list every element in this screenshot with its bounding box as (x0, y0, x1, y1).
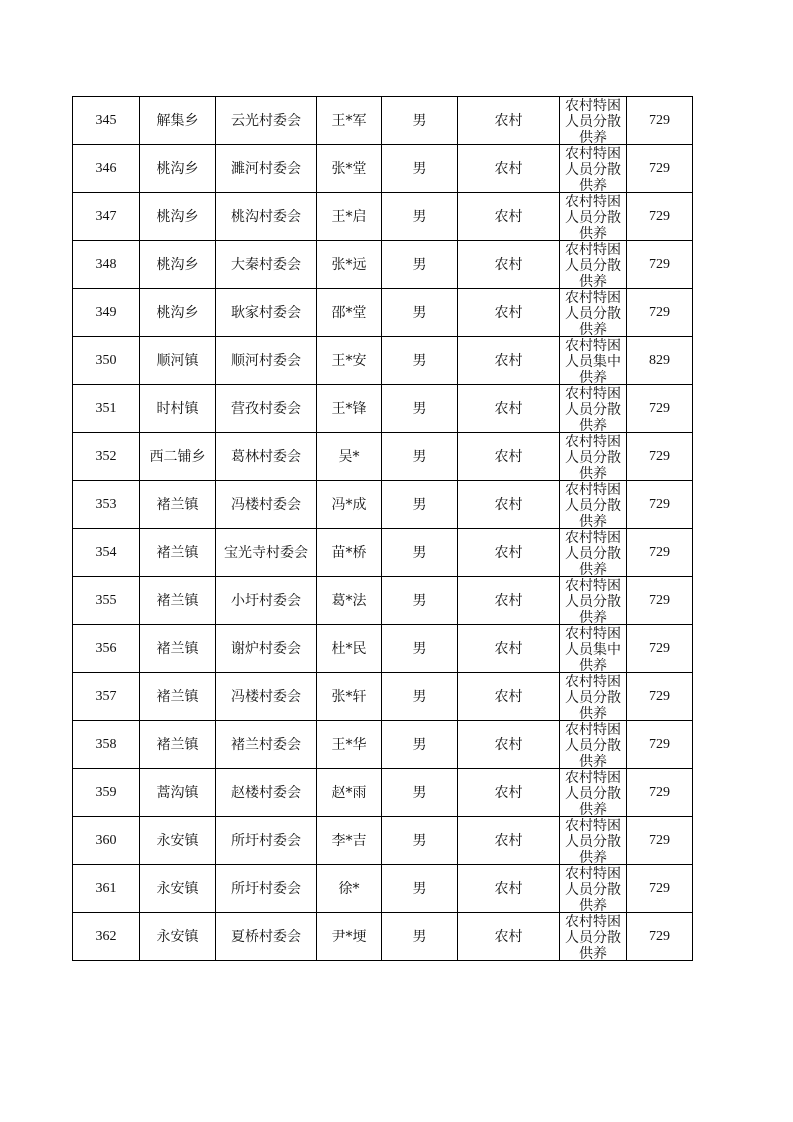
village-committee-cell: 冯楼村委会 (216, 673, 317, 721)
row-number-cell: 352 (73, 433, 140, 481)
support-type-text (561, 482, 625, 528)
support-type-label: 农村特困人员分散供养 (565, 913, 621, 960)
area-type-cell: 农村 (458, 625, 560, 673)
row-number-cell: 362 (73, 913, 140, 961)
gender-cell: 男 (382, 721, 458, 769)
support-type-text (561, 674, 625, 720)
support-type-label: 农村特困人员集中供养 (565, 625, 621, 672)
table-row (73, 481, 693, 529)
township-cell: 永安镇 (140, 817, 216, 865)
support-type-label: 农村特困人员分散供养 (565, 481, 621, 528)
support-type-cell (560, 433, 627, 481)
village-committee-cell: 谢炉村委会 (216, 625, 317, 673)
amount-cell: 729 (627, 577, 693, 625)
table-row (73, 337, 693, 385)
row-number-cell: 347 (73, 193, 140, 241)
support-type-cell (560, 721, 627, 769)
area-type-cell: 农村 (458, 289, 560, 337)
person-name-cell: 杜*民 (317, 625, 382, 673)
amount-cell: 729 (627, 913, 693, 961)
support-type-label: 农村特困人员分散供养 (565, 385, 621, 432)
support-type-cell (560, 529, 627, 577)
support-type-cell (560, 577, 627, 625)
support-type-text (561, 290, 625, 336)
support-type-cell (560, 241, 627, 289)
area-type-cell: 农村 (458, 433, 560, 481)
area-type-cell: 农村 (458, 817, 560, 865)
gender-cell: 男 (382, 337, 458, 385)
support-type-text (561, 818, 625, 864)
support-type-cell (560, 817, 627, 865)
support-type-text (561, 914, 625, 960)
area-type-cell: 农村 (458, 769, 560, 817)
township-cell: 褚兰镇 (140, 625, 216, 673)
amount-cell: 829 (627, 337, 693, 385)
support-type-text (561, 386, 625, 432)
support-type-cell (560, 193, 627, 241)
support-type-cell (560, 337, 627, 385)
table-body (73, 97, 693, 961)
table-row (73, 721, 693, 769)
recipient-table (72, 96, 693, 961)
row-number-cell: 348 (73, 241, 140, 289)
support-type-label: 农村特困人员分散供养 (565, 145, 621, 192)
gender-cell: 男 (382, 145, 458, 193)
support-type-label: 农村特困人员分散供养 (565, 529, 621, 576)
support-type-label: 农村特困人员分散供养 (565, 289, 621, 336)
table-row (73, 241, 693, 289)
area-type-cell: 农村 (458, 673, 560, 721)
support-type-cell (560, 385, 627, 433)
amount-cell: 729 (627, 433, 693, 481)
row-number-cell: 345 (73, 97, 140, 145)
table-row (73, 769, 693, 817)
gender-cell: 男 (382, 913, 458, 961)
township-cell: 褚兰镇 (140, 481, 216, 529)
table-row (73, 433, 693, 481)
gender-cell: 男 (382, 769, 458, 817)
township-cell: 褚兰镇 (140, 673, 216, 721)
support-type-label: 农村特困人员分散供养 (565, 241, 621, 288)
table-row (73, 385, 693, 433)
person-name-cell: 张*远 (317, 241, 382, 289)
support-type-text (561, 578, 625, 624)
village-committee-cell: 小圩村委会 (216, 577, 317, 625)
township-cell: 蒿沟镇 (140, 769, 216, 817)
area-type-cell: 农村 (458, 865, 560, 913)
table-row (73, 913, 693, 961)
support-type-text (561, 242, 625, 288)
village-committee-cell: 濉河村委会 (216, 145, 317, 193)
amount-cell: 729 (627, 769, 693, 817)
support-type-cell (560, 769, 627, 817)
table-row (73, 289, 693, 337)
person-name-cell: 王*华 (317, 721, 382, 769)
amount-cell: 729 (627, 193, 693, 241)
area-type-cell: 农村 (458, 193, 560, 241)
gender-cell: 男 (382, 865, 458, 913)
village-committee-cell: 云光村委会 (216, 97, 317, 145)
area-type-cell: 农村 (458, 145, 560, 193)
village-committee-cell: 顺河村委会 (216, 337, 317, 385)
amount-cell: 729 (627, 625, 693, 673)
area-type-cell: 农村 (458, 337, 560, 385)
amount-cell: 729 (627, 241, 693, 289)
row-number-cell: 353 (73, 481, 140, 529)
village-committee-cell: 所圩村委会 (216, 817, 317, 865)
township-cell: 永安镇 (140, 865, 216, 913)
table-row (73, 625, 693, 673)
village-committee-cell: 冯楼村委会 (216, 481, 317, 529)
village-committee-cell: 桃沟村委会 (216, 193, 317, 241)
support-type-label: 农村特困人员分散供养 (565, 817, 621, 864)
support-type-label: 农村特困人员分散供养 (565, 721, 621, 768)
township-cell: 桃沟乡 (140, 241, 216, 289)
village-committee-cell: 褚兰村委会 (216, 721, 317, 769)
row-number-cell: 359 (73, 769, 140, 817)
person-name-cell: 徐* (317, 865, 382, 913)
township-cell: 桃沟乡 (140, 289, 216, 337)
area-type-cell: 农村 (458, 529, 560, 577)
township-cell: 永安镇 (140, 913, 216, 961)
support-type-cell (560, 481, 627, 529)
support-type-cell (560, 625, 627, 673)
township-cell: 褚兰镇 (140, 577, 216, 625)
person-name-cell: 王*安 (317, 337, 382, 385)
gender-cell: 男 (382, 577, 458, 625)
amount-cell: 729 (627, 289, 693, 337)
area-type-cell: 农村 (458, 721, 560, 769)
amount-cell: 729 (627, 529, 693, 577)
township-cell: 桃沟乡 (140, 193, 216, 241)
village-committee-cell: 葛林村委会 (216, 433, 317, 481)
amount-cell: 729 (627, 721, 693, 769)
row-number-cell: 354 (73, 529, 140, 577)
table-row (73, 529, 693, 577)
village-committee-cell: 宝光寺村委会 (216, 529, 317, 577)
area-type-cell: 农村 (458, 577, 560, 625)
gender-cell: 男 (382, 385, 458, 433)
township-cell: 时村镇 (140, 385, 216, 433)
person-name-cell: 苗*桥 (317, 529, 382, 577)
area-type-cell: 农村 (458, 913, 560, 961)
gender-cell: 男 (382, 289, 458, 337)
area-type-cell: 农村 (458, 385, 560, 433)
village-committee-cell: 大秦村委会 (216, 241, 317, 289)
row-number-cell: 355 (73, 577, 140, 625)
gender-cell: 男 (382, 481, 458, 529)
area-type-cell: 农村 (458, 97, 560, 145)
township-cell: 褚兰镇 (140, 721, 216, 769)
village-committee-cell: 营孜村委会 (216, 385, 317, 433)
amount-cell: 729 (627, 865, 693, 913)
village-committee-cell: 夏桥村委会 (216, 913, 317, 961)
support-type-label: 农村特困人员分散供养 (565, 433, 621, 480)
person-name-cell: 冯*成 (317, 481, 382, 529)
row-number-cell: 356 (73, 625, 140, 673)
township-cell: 桃沟乡 (140, 145, 216, 193)
person-name-cell: 王*锋 (317, 385, 382, 433)
amount-cell: 729 (627, 817, 693, 865)
support-type-cell (560, 673, 627, 721)
support-type-text (561, 146, 625, 192)
support-type-cell (560, 865, 627, 913)
amount-cell: 729 (627, 481, 693, 529)
gender-cell: 男 (382, 97, 458, 145)
row-number-cell: 349 (73, 289, 140, 337)
township-cell: 顺河镇 (140, 337, 216, 385)
support-type-label: 农村特困人员分散供养 (565, 577, 621, 624)
person-name-cell: 尹*埂 (317, 913, 382, 961)
table-row (73, 97, 693, 145)
person-name-cell: 李*吉 (317, 817, 382, 865)
support-type-label: 农村特困人员集中供养 (565, 337, 621, 384)
support-type-label: 农村特困人员分散供养 (565, 193, 621, 240)
support-type-text (561, 98, 625, 144)
amount-cell: 729 (627, 673, 693, 721)
support-type-cell (560, 145, 627, 193)
table-row (73, 817, 693, 865)
area-type-cell: 农村 (458, 241, 560, 289)
row-number-cell: 361 (73, 865, 140, 913)
gender-cell: 男 (382, 817, 458, 865)
township-cell: 褚兰镇 (140, 529, 216, 577)
support-type-cell (560, 289, 627, 337)
person-name-cell: 邵*堂 (317, 289, 382, 337)
table-row (73, 577, 693, 625)
gender-cell: 男 (382, 193, 458, 241)
person-name-cell: 张*轩 (317, 673, 382, 721)
person-name-cell: 王*启 (317, 193, 382, 241)
township-cell: 解集乡 (140, 97, 216, 145)
village-committee-cell: 耿家村委会 (216, 289, 317, 337)
township-cell: 西二铺乡 (140, 433, 216, 481)
support-type-cell (560, 913, 627, 961)
row-number-cell: 346 (73, 145, 140, 193)
village-committee-cell: 所圩村委会 (216, 865, 317, 913)
support-type-text (561, 770, 625, 816)
person-name-cell: 葛*法 (317, 577, 382, 625)
support-type-label: 农村特困人员分散供养 (565, 673, 621, 720)
support-type-label: 农村特困人员分散供养 (565, 769, 621, 816)
support-type-text (561, 866, 625, 912)
support-type-text (561, 338, 625, 384)
row-number-cell: 350 (73, 337, 140, 385)
gender-cell: 男 (382, 241, 458, 289)
row-number-cell: 358 (73, 721, 140, 769)
village-committee-cell: 赵楼村委会 (216, 769, 317, 817)
support-type-text (561, 722, 625, 768)
support-type-text (561, 530, 625, 576)
support-type-text (561, 194, 625, 240)
amount-cell: 729 (627, 145, 693, 193)
person-name-cell: 赵*雨 (317, 769, 382, 817)
table-row (73, 193, 693, 241)
row-number-cell: 360 (73, 817, 140, 865)
gender-cell: 男 (382, 529, 458, 577)
support-type-label: 农村特困人员分散供养 (565, 97, 621, 144)
person-name-cell: 吴* (317, 433, 382, 481)
support-type-text (561, 626, 625, 672)
row-number-cell: 351 (73, 385, 140, 433)
support-type-cell (560, 97, 627, 145)
support-type-text (561, 434, 625, 480)
gender-cell: 男 (382, 433, 458, 481)
table-row (73, 145, 693, 193)
person-name-cell: 王*军 (317, 97, 382, 145)
amount-cell: 729 (627, 385, 693, 433)
row-number-cell: 357 (73, 673, 140, 721)
gender-cell: 男 (382, 673, 458, 721)
person-name-cell: 张*堂 (317, 145, 382, 193)
support-type-label: 农村特困人员分散供养 (565, 865, 621, 912)
gender-cell: 男 (382, 625, 458, 673)
table-row (73, 673, 693, 721)
table-row (73, 865, 693, 913)
amount-cell: 729 (627, 97, 693, 145)
area-type-cell: 农村 (458, 481, 560, 529)
